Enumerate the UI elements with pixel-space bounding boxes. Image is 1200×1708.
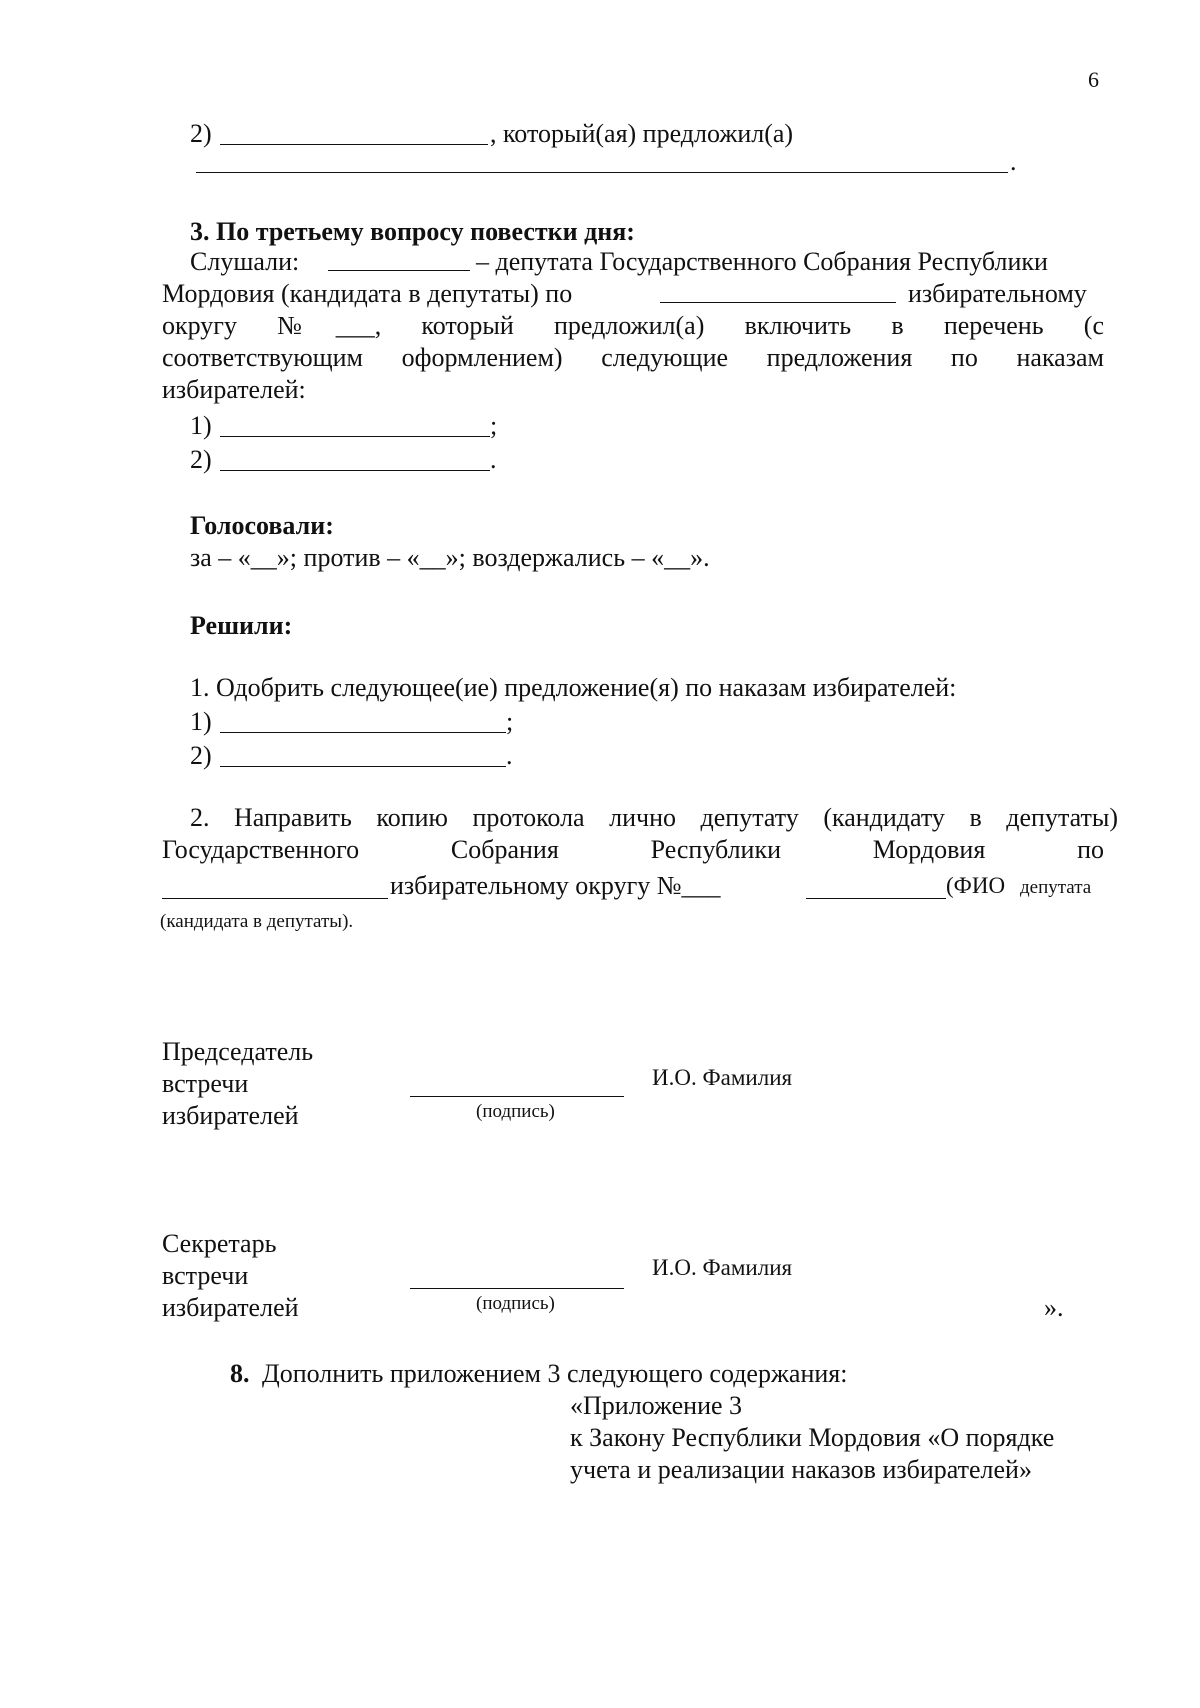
text-line: депутата: [1020, 877, 1092, 898]
text-line: Мордовия (кандидата в депутаты) по: [162, 279, 573, 308]
blank-line: [660, 302, 896, 303]
list-item-number: 1): [190, 411, 212, 440]
item-text: , который(ая) предложил(а): [490, 119, 794, 148]
text-line: округу №___, который предложил(а) включить в перечень (с: [162, 311, 1104, 340]
blank-line: [220, 436, 490, 437]
list-item-end: ;: [506, 707, 514, 736]
blank-line: [328, 270, 470, 271]
text-line: (ФИО: [946, 873, 1006, 898]
signatory-title: избирателей: [162, 1293, 299, 1322]
blank-line: [806, 898, 946, 899]
list-item-end: .: [506, 741, 513, 770]
blank-line: [220, 470, 490, 471]
blank-line: [196, 172, 1008, 173]
blank-line: [220, 766, 506, 767]
signatory-title: встречи: [162, 1069, 249, 1098]
item-end: .: [1010, 147, 1017, 176]
list-item-end: .: [490, 445, 497, 474]
section-heading: Голосовали:: [190, 511, 334, 540]
item-number: 8.: [230, 1359, 250, 1388]
list-item-end: ;: [490, 411, 498, 440]
page-number: 6: [1088, 67, 1099, 92]
text-line: избирательному округу №___: [390, 871, 721, 900]
list-item-number: 1): [190, 707, 212, 736]
item-text: Дополнить приложением 3 следующего содержания:: [262, 1359, 848, 1388]
text-line: 1. Одобрить следующее(ие) предложение(я) по наказам избирателей:: [190, 673, 957, 702]
text-line: Слушали:: [190, 247, 300, 276]
text-line: Государственного Собрания Республики Мордовия по: [162, 835, 1104, 864]
signatory-title: избирателей: [162, 1101, 299, 1130]
text-line: – депутата Государственного Собрания Республики: [476, 247, 1048, 276]
text-line: (кандидата в депутаты).: [160, 911, 354, 932]
section-heading: Решили:: [190, 611, 293, 640]
signatory-title: Секретарь: [162, 1229, 277, 1258]
item-number: 2): [190, 119, 212, 148]
signature-caption: (подпись): [476, 1101, 555, 1122]
text-line: соответствующим оформлением) следующие предложения по наказам: [162, 343, 1104, 372]
blank-line: [162, 898, 388, 899]
appendix-heading: к Закону Республики Мордовия «О порядке: [570, 1423, 1055, 1452]
signatory-name: И.О. Фамилия: [652, 1065, 793, 1090]
appendix-heading: учета и реализации наказов избирателей»: [570, 1455, 1032, 1484]
text-line: 2. Направить копию протокола лично депутату (кандидату в депутаты): [190, 803, 1118, 832]
text-line: избирательному: [908, 279, 1087, 308]
signatory-title: встречи: [162, 1261, 249, 1290]
blank-line: [220, 144, 488, 145]
vote-line: за – «__»; против – «__»; воздержались – «__».: [190, 543, 710, 572]
signature-caption: (подпись): [476, 1293, 555, 1314]
appendix-heading: «Приложение 3: [570, 1391, 743, 1420]
signatory-title: Председатель: [162, 1037, 314, 1066]
signatory-name: И.О. Фамилия: [652, 1255, 793, 1280]
blank-line: [220, 732, 506, 733]
text-line: избирателей:: [162, 375, 306, 404]
closing-quote: ».: [1044, 1293, 1064, 1322]
list-item-number: 2): [190, 741, 212, 770]
list-item-number: 2): [190, 445, 212, 474]
section-heading: 3. По третьему вопросу повестки дня:: [190, 217, 635, 246]
